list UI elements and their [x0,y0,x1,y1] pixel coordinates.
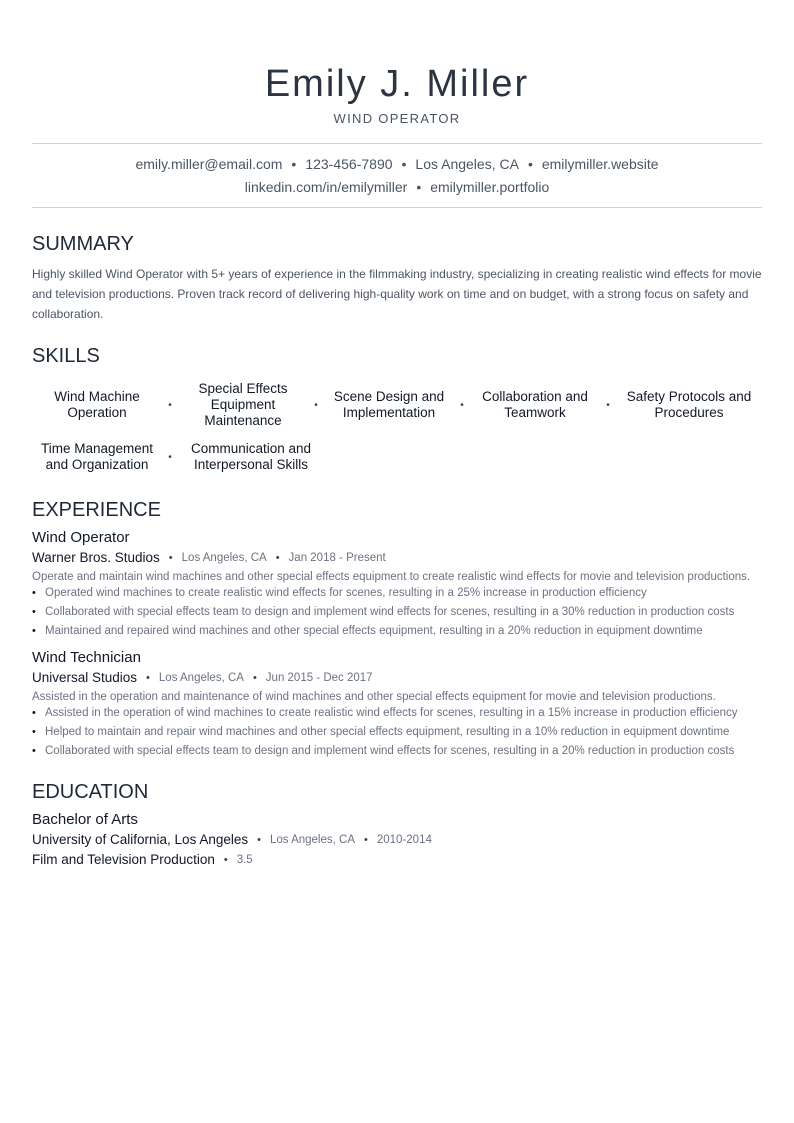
separator-dot: • [252,672,257,684]
separator-dot: • [223,854,228,866]
skill-item: Communication and Interpersonal Skills [190,441,312,472]
education-location: Los Angeles, CA [269,834,355,846]
separator-dot: • [146,672,150,684]
job-bullet: • Operated wind machines to create realistic wind effects for scenes, resulting in a 25% increase in production efficiency [32,586,762,600]
contact-block [32,144,762,207]
candidate-title: WIND OPERATOR [333,111,461,126]
contact-location: Los Angeles, CA [415,156,519,172]
education-years: 2010-2014 [376,834,432,846]
job-company: Warner Bros. Studios [32,550,160,565]
education-section [32,780,762,870]
education-school: University of California, Los Angeles [32,832,249,847]
contact-portfolio[interactable]: emilymiller.portfolio [430,179,550,195]
separator-dot: • [401,156,407,172]
skill-item: Collaboration and Teamwork [482,389,588,420]
job-bullet: • Maintained and repaired wind machines and other special effects equipment, resulting in a 20% reduction in equipment downtime [32,624,762,638]
skill-item: Time Management and Organization [40,441,154,472]
education-heading: EDUCATION [32,781,149,803]
job-meta [32,548,762,568]
contact-phone[interactable]: 123-456-7890 [305,156,393,172]
separator-dot: • [291,156,297,172]
skill-item: Wind Machine Operation [54,389,140,420]
contact-website[interactable]: emilymiller.website [541,156,659,172]
job-role: Wind Technician [32,649,141,666]
experience-heading: EXPERIENCE [32,499,161,521]
contact-line-1 [32,153,762,176]
job-description: Operate and maintain wind machines and other special effects equipment to create realistic wind effects for movie and television productions. [32,571,751,583]
skills-row-1 [32,378,762,432]
separator-dot: • [275,552,280,564]
separator-dot: • [168,451,172,463]
education-field-row [32,850,762,870]
separator-dot: • [527,156,533,172]
education-field: Film and Television Production [32,852,215,867]
job-bullet: • Collaborated with special effects team to design and implement wind effects for scenes, resulting in a 20% reduction in production costs [32,744,762,758]
job-bullet: • Collaborated with special effects team to design and implement wind effects for scenes, resulting in a 30% reduction in production costs [32,605,762,619]
contact-email[interactable]: emily.miller@email.com [135,156,283,172]
experience-section [32,498,762,758]
job-location: Los Angeles, CA [158,672,244,684]
job-bullets [32,706,762,758]
summary-text: Highly skilled Wind Operator with 5+ years of experience in the filmmaking industry, specializing in creating realistic wind effects for movie and television productions. Proven track record of delivering high-quality work on time and on budget, with a strong focus on safety and collaboration. [32,267,762,321]
skill-item: Scene Design and Implementation [333,389,445,420]
job-company: Universal Studios [32,670,138,685]
job-bullet: • Helped to maintain and repair wind machines and other special effects equipment, resulting in a 10% reduction in equipment downtime [32,725,762,739]
separator-dot: • [416,179,422,195]
job-description: Assisted in the operation and maintenance of wind machines and other special effects equipment for movie and television productions. [32,691,716,703]
job-meta [32,668,762,688]
separator-dot: • [606,399,610,411]
job-dates: Jun 2015 - Dec 2017 [265,672,373,684]
job-dates: Jan 2018 - Present [288,552,386,564]
candidate-name: Emily J. Miller [264,63,530,105]
contact-divider [32,207,762,208]
job-entry [32,648,762,758]
skills-section [32,344,762,476]
summary-heading: SUMMARY [32,233,134,255]
job-bullets [32,586,762,638]
job-role: Wind Operator [32,529,130,546]
skill-item: Safety Protocols and Procedures [626,389,752,420]
job-entry [32,528,762,638]
resume-header [32,0,762,127]
contact-line-2 [32,176,762,199]
education-gpa: 3.5 [236,854,253,866]
skills-row-2 [32,438,762,476]
contact-linkedin[interactable]: linkedin.com/in/emilymiller [244,179,408,195]
education-degree: Bachelor of Arts [32,811,138,828]
separator-dot: • [168,552,173,564]
skills-heading: SKILLS [32,345,100,367]
separator-dot: • [314,399,318,411]
separator-dot: • [257,834,261,846]
skill-item: Special Effects Equipment Maintenance [198,381,288,428]
summary-section [32,232,762,324]
separator-dot: • [364,834,368,846]
job-location: Los Angeles, CA [181,552,267,564]
resume-page [32,0,762,870]
job-bullet: • Assisted in the operation of wind machines to create realistic wind effects for scenes, resulting in a 15% increase in production efficiency [32,706,762,720]
separator-dot: • [460,399,464,411]
separator-dot: • [168,399,172,411]
education-meta [32,830,762,850]
